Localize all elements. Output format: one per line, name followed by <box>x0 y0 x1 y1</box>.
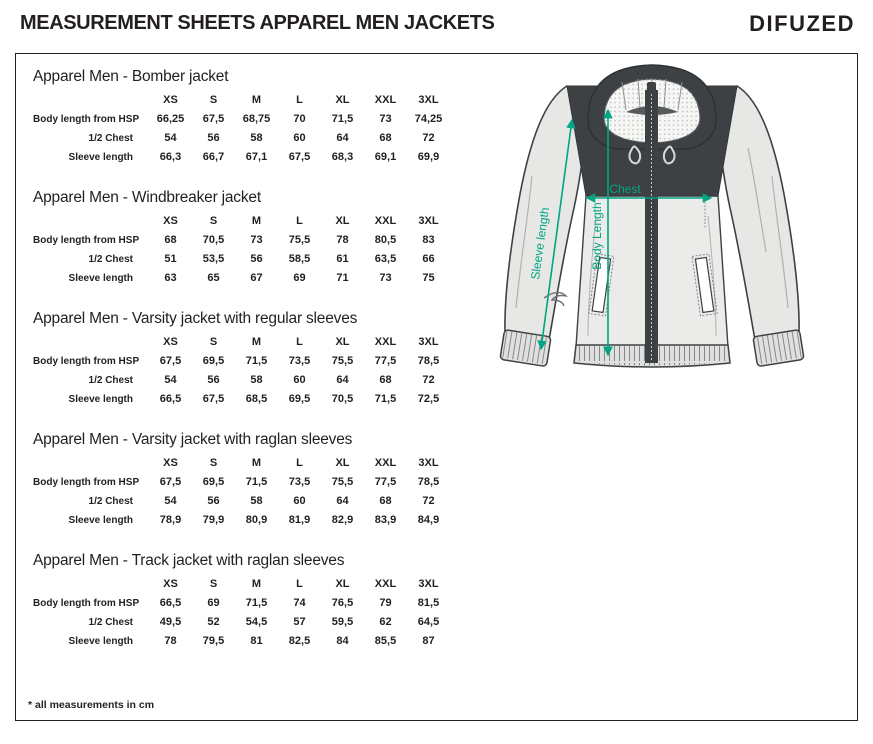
row-label: Body length from HSP <box>33 598 140 609</box>
size-header: S <box>209 457 218 469</box>
measurement-value: 72 <box>422 132 435 144</box>
measurement-value: 77,5 <box>374 355 397 367</box>
measurement-value: 69,5 <box>202 476 225 488</box>
size-header: XXL <box>374 336 397 348</box>
sheet-frame <box>15 53 858 721</box>
size-header: XL <box>335 578 350 590</box>
size-header: 3XL <box>418 94 439 106</box>
measurement-value: 81 <box>250 635 263 647</box>
measurement-value: 64 <box>336 495 349 507</box>
measurement-value: 68,75 <box>242 113 271 125</box>
measurement-value: 78 <box>336 234 349 246</box>
size-header: L <box>296 457 303 469</box>
measurement-value: 83,9 <box>374 514 397 526</box>
sleeve-length-label: Sleeve length <box>528 206 553 281</box>
measurement-value: 67,5 <box>202 113 225 125</box>
measurement-value: 73 <box>379 113 392 125</box>
row-label: Body length from HSP <box>33 477 140 488</box>
size-header: XS <box>163 336 178 348</box>
measurement-value: 70 <box>293 113 306 125</box>
measurement-value: 73,5 <box>288 355 311 367</box>
measurement-value: 68 <box>379 132 392 144</box>
size-header: 3XL <box>418 457 439 469</box>
measurement-value: 71,5 <box>331 113 354 125</box>
measurement-value: 52 <box>207 616 220 628</box>
measurement-value: 82,5 <box>288 635 311 647</box>
measurement-value: 65 <box>207 272 220 284</box>
measurement-value: 60 <box>293 132 306 144</box>
measurement-value: 63 <box>164 272 177 284</box>
measurement-value: 64 <box>336 132 349 144</box>
table-title: Apparel Men - Track jacket with raglan sleeves <box>33 552 345 569</box>
measurement-value: 58 <box>250 495 263 507</box>
measurement-value: 69,5 <box>202 355 225 367</box>
measurement-value: 84 <box>336 635 349 647</box>
measurement-value: 67 <box>250 272 263 284</box>
size-header: 3XL <box>418 336 439 348</box>
footnote: * all measurements in cm <box>28 699 155 711</box>
measurement-value: 76,5 <box>331 597 354 609</box>
measurement-value: 54 <box>164 374 177 386</box>
measurement-value: 71,5 <box>245 597 268 609</box>
right-cuff <box>753 330 804 367</box>
measurement-value: 66,25 <box>156 113 185 125</box>
size-header: L <box>296 578 303 590</box>
table-title: Apparel Men - Bomber jacket <box>33 68 229 85</box>
row-label: Body length from HSP <box>33 356 140 367</box>
measurement-value: 69 <box>293 272 306 284</box>
row-label: Sleeve length <box>68 394 133 405</box>
size-header: S <box>209 94 218 106</box>
measurement-value: 67,1 <box>245 151 268 163</box>
measurement-value: 84,9 <box>417 514 440 526</box>
measurement-value: 74,25 <box>414 113 443 125</box>
measurement-value: 54 <box>164 495 177 507</box>
size-header: XL <box>335 215 350 227</box>
size-header: S <box>209 336 218 348</box>
corner-cell <box>33 91 149 110</box>
measurement-table <box>33 188 463 288</box>
table-grid <box>33 575 463 651</box>
measurement-table <box>33 309 463 409</box>
measurement-value: 78,5 <box>417 476 440 488</box>
measurement-value: 63,5 <box>374 253 397 265</box>
size-header: XXL <box>374 94 397 106</box>
size-header: M <box>251 457 262 469</box>
row-label: Sleeve length <box>68 273 133 284</box>
size-header: XL <box>335 457 350 469</box>
measurement-value: 66,5 <box>159 597 182 609</box>
size-header: XXL <box>374 457 397 469</box>
row-label: 1/2 Chest <box>88 617 133 628</box>
measurement-value: 56 <box>250 253 263 265</box>
measurement-value: 79,5 <box>202 635 225 647</box>
measurement-value: 78,5 <box>417 355 440 367</box>
measurement-value: 62 <box>379 616 392 628</box>
measurement-value: 59,5 <box>331 616 354 628</box>
measurement-value: 81,5 <box>417 597 440 609</box>
measurement-value: 67,5 <box>159 476 182 488</box>
size-header: L <box>296 215 303 227</box>
measurement-value: 66,3 <box>159 151 182 163</box>
measurement-value: 58 <box>250 374 263 386</box>
page-header <box>0 0 873 53</box>
table-title: Apparel Men - Varsity jacket with regular sleeves <box>33 310 358 327</box>
measurement-value: 72 <box>422 495 435 507</box>
measurement-value: 69 <box>207 597 220 609</box>
table-grid <box>33 212 463 288</box>
corner-cell <box>33 575 149 594</box>
measurement-value: 51 <box>164 253 177 265</box>
measurement-value: 56 <box>207 495 220 507</box>
measurement-value: 75 <box>422 272 435 284</box>
row-label: Body length from HSP <box>33 235 140 246</box>
measurement-value: 53,5 <box>202 253 225 265</box>
measurement-value: 67,5 <box>288 151 311 163</box>
corner-cell <box>33 454 149 473</box>
measurement-value: 72 <box>422 374 435 386</box>
size-header: XS <box>163 215 178 227</box>
measurement-value: 61 <box>336 253 349 265</box>
measurement-value: 54,5 <box>245 616 268 628</box>
measurement-value: 71 <box>336 272 349 284</box>
measurement-value: 64,5 <box>417 616 440 628</box>
measurement-value: 69,1 <box>374 151 397 163</box>
measurement-value: 68 <box>379 374 392 386</box>
measurement-table <box>33 430 463 530</box>
measurement-value: 77,5 <box>374 476 397 488</box>
size-header: XS <box>163 578 178 590</box>
size-header: M <box>251 215 262 227</box>
measurement-value: 79 <box>379 597 392 609</box>
row-label: 1/2 Chest <box>88 254 133 265</box>
measurement-value: 73,5 <box>288 476 311 488</box>
size-header: 3XL <box>418 215 439 227</box>
size-header: M <box>251 578 262 590</box>
row-label: 1/2 Chest <box>88 133 133 144</box>
row-label: Sleeve length <box>68 515 133 526</box>
measurement-value: 67,5 <box>202 393 225 405</box>
measurement-value: 58 <box>250 132 263 144</box>
measurement-value: 67,5 <box>159 355 182 367</box>
jacket-diagram <box>492 56 836 378</box>
measurement-value: 68 <box>164 234 177 246</box>
measurement-value: 81,9 <box>288 514 311 526</box>
size-header: XL <box>335 336 350 348</box>
measurement-value: 87 <box>422 635 435 647</box>
row-label: Sleeve length <box>68 636 133 647</box>
row-label: 1/2 Chest <box>88 496 133 507</box>
size-header: XXL <box>374 215 397 227</box>
measurement-value: 71,5 <box>245 476 268 488</box>
corner-cell <box>33 212 149 231</box>
size-header: S <box>209 215 218 227</box>
measurement-value: 64 <box>336 374 349 386</box>
measurement-value: 75,5 <box>331 476 354 488</box>
measurement-value: 69,5 <box>288 393 311 405</box>
measurement-value: 57 <box>293 616 306 628</box>
measurement-value: 73 <box>379 272 392 284</box>
measurement-table <box>33 67 463 167</box>
measurement-value: 75,5 <box>331 355 354 367</box>
table-title: Apparel Men - Varsity jacket with raglan sleeves <box>33 431 353 448</box>
size-header: XS <box>163 457 178 469</box>
measurement-value: 58,5 <box>288 253 311 265</box>
table-grid <box>33 333 463 409</box>
measurement-value: 70,5 <box>202 234 225 246</box>
zipper <box>645 82 658 363</box>
measurement-value: 66 <box>422 253 435 265</box>
measurement-value: 80,5 <box>374 234 397 246</box>
measurement-value: 78,9 <box>159 514 182 526</box>
measurement-value: 68,5 <box>245 393 268 405</box>
measurement-value: 83 <box>422 234 435 246</box>
brand-logo: DIFUZED <box>749 11 855 36</box>
table-grid <box>33 91 463 167</box>
measurement-value: 54 <box>164 132 177 144</box>
table-grid <box>33 454 463 530</box>
page-title: MEASUREMENT SHEETS APPAREL MEN JACKETS <box>20 12 495 34</box>
chest-label: Chest <box>609 182 641 196</box>
row-label: Sleeve length <box>68 152 133 163</box>
measurement-value: 49,5 <box>159 616 182 628</box>
size-header: M <box>251 336 262 348</box>
measurement-value: 72,5 <box>417 393 440 405</box>
measurement-value: 66,5 <box>159 393 182 405</box>
size-header: XS <box>163 94 178 106</box>
size-tables <box>33 67 463 672</box>
size-header: L <box>296 94 303 106</box>
measurement-value: 60 <box>293 374 306 386</box>
measurement-value: 78 <box>164 635 177 647</box>
measurement-value: 60 <box>293 495 306 507</box>
measurement-value: 79,9 <box>202 514 225 526</box>
size-header: S <box>209 578 218 590</box>
measurement-value: 69,9 <box>417 151 440 163</box>
size-header: XXL <box>374 578 397 590</box>
measurement-value: 74 <box>293 597 306 609</box>
measurement-value: 70,5 <box>331 393 354 405</box>
size-header: M <box>251 94 262 106</box>
measurement-value: 71,5 <box>245 355 268 367</box>
size-header: XL <box>335 94 350 106</box>
row-label: 1/2 Chest <box>88 375 133 386</box>
measurement-value: 71,5 <box>374 393 397 405</box>
measurement-value: 68,3 <box>331 151 354 163</box>
measurement-value: 56 <box>207 374 220 386</box>
measurement-value: 73 <box>250 234 263 246</box>
table-title: Apparel Men - Windbreaker jacket <box>33 189 261 206</box>
body-length-label: Body Length <box>590 202 604 270</box>
measurement-value: 85,5 <box>374 635 397 647</box>
size-header: L <box>296 336 303 348</box>
measurement-value: 66,7 <box>202 151 225 163</box>
measurement-table <box>33 551 463 651</box>
size-header: 3XL <box>418 578 439 590</box>
row-label: Body length from HSP <box>33 114 140 125</box>
corner-cell <box>33 333 149 352</box>
measurement-value: 68 <box>379 495 392 507</box>
measurement-value: 80,9 <box>245 514 268 526</box>
measurement-value: 82,9 <box>331 514 354 526</box>
measurement-value: 56 <box>207 132 220 144</box>
measurement-value: 75,5 <box>288 234 311 246</box>
